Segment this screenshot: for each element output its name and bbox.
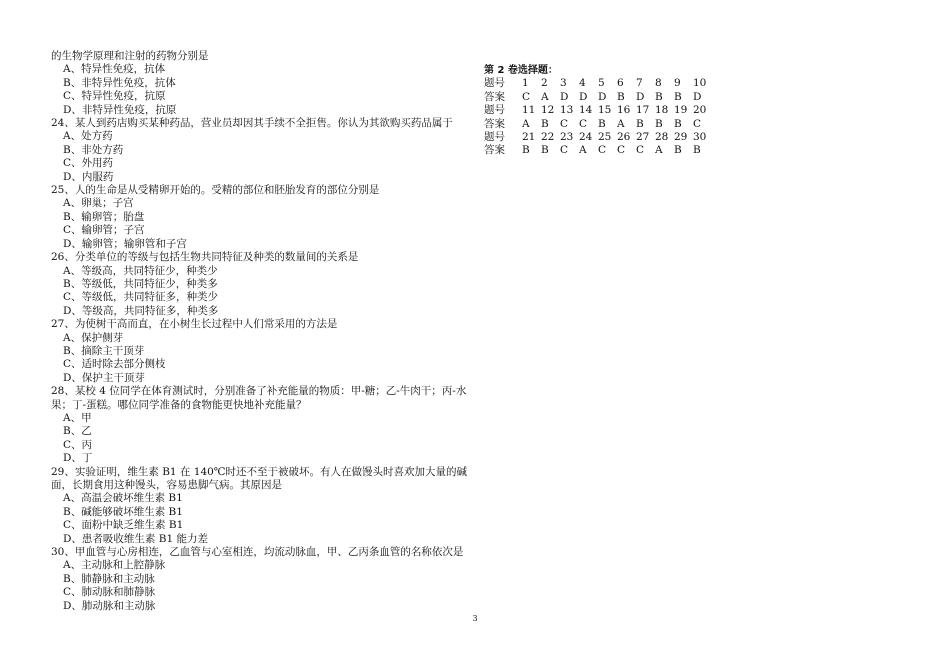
answer-key-cell: 20 (693, 104, 707, 117)
answer-key-cell: 15 (598, 104, 612, 117)
question-28-option-b: B、乙 (63, 425, 92, 438)
answer-key-cell: 18 (655, 104, 669, 117)
question-28-option-c: C、丙 (63, 438, 93, 451)
answer-key-cell: A (541, 90, 549, 103)
answer-key-cell: 25 (598, 131, 612, 144)
answer-key-cell: B (674, 117, 682, 130)
answer-key-row (484, 91, 712, 104)
question-27-option-c: C、适时除去部分侧枝 (63, 358, 166, 371)
answer-key-cell: C (522, 90, 531, 103)
answer-key-cell: C (560, 144, 569, 157)
question-23-option-d: D、非特异性免疫，抗原 (63, 103, 177, 116)
question-25-option-b: B、输卵管；胎盘 (63, 210, 145, 223)
answer-key-cell: C (693, 117, 702, 130)
answer-key-cell: C (579, 117, 588, 130)
answer-key-cell: B (655, 90, 663, 103)
page-number: 3 (472, 614, 478, 623)
answer-key-row-label: 题号 (484, 131, 505, 144)
answer-key-cell: C (617, 144, 626, 157)
question-27-option-d: D、保护主干顶芽 (63, 371, 145, 384)
answer-key-cell: C (560, 117, 569, 130)
question-28-option-a: A、甲 (63, 411, 92, 424)
question-23-option-c: C、特异性免疫，抗原 (63, 90, 166, 103)
answer-key-cell: B (541, 144, 549, 157)
question-column (51, 50, 471, 613)
question-26-option-a: A、等级高，共同特征少，种类少 (63, 264, 218, 277)
answer-key-cell: 13 (560, 104, 574, 117)
answer-key-cell: C (636, 144, 645, 157)
question-26-option-b: B、等级低，共同特征少，种类多 (63, 277, 218, 290)
answer-key-cell: 22 (541, 131, 555, 144)
question-23-stem-continuation: 的生物学原理和注射的药物分别是 (51, 50, 209, 62)
question-30-option-b: B、肺静脉和主动脉 (63, 572, 155, 585)
answer-key-cell: 21 (522, 131, 536, 144)
answer-key-cell: 17 (636, 104, 650, 117)
answer-key-cell: 6 (617, 77, 624, 90)
question-29-option-a: A、高温会破坏维生素 B1 (63, 492, 183, 505)
answer-key-cell: 26 (617, 131, 631, 144)
question-24-option-b: B、非处方药 (63, 143, 124, 156)
answer-key-cell: 14 (579, 104, 593, 117)
answer-key-cell: D (560, 90, 569, 103)
question-27-option-a: A、保护侧芽 (63, 331, 124, 344)
answer-key-title: 第 2 卷选择题： (484, 65, 558, 76)
question-30-option-a: A、主动脉和上腔静脉 (63, 559, 166, 572)
question-23-option-b: B、非特异性免疫，抗体 (63, 76, 176, 89)
answer-key-cell: 30 (693, 131, 707, 144)
answer-key-row-label: 答案 (484, 117, 505, 130)
answer-key-cell: 16 (617, 104, 631, 117)
answer-key-row (484, 118, 712, 131)
answer-key-cell: 19 (674, 104, 688, 117)
answer-key-cell: D (693, 90, 702, 103)
answer-key-cell: 23 (560, 131, 574, 144)
answer-key-cell: B (674, 144, 682, 157)
question-25-option-a: A、卵巢；子宫 (63, 197, 134, 210)
answer-key-cell: D (636, 90, 645, 103)
answer-key-row-label: 答案 (484, 144, 505, 157)
answer-key-cell: B (674, 90, 682, 103)
question-30-option-d: D、肺动脉和主动脉 (63, 599, 156, 612)
question-23-option-a: A、特异性免疫，抗体 (63, 63, 166, 76)
question-26-stem: 26、分类单位的等级与包括生物共同特征及种类的数量间的关系是 (51, 251, 359, 264)
answer-key-cell: 1 (522, 77, 529, 90)
question-25-option-c: C、输卵管；子宫 (63, 224, 145, 237)
answer-key-cell: B (541, 117, 549, 130)
question-24-option-a: A、处方药 (63, 130, 113, 143)
question-25-stem: 25、人的生命是从受精卵开始的。受精的部位和胚胎发育的部位分别是 (51, 184, 380, 197)
answer-key-cell: 24 (579, 131, 593, 144)
answer-key-row (484, 77, 712, 90)
question-24-option-c: C、外用药 (63, 157, 114, 170)
answer-key-cell: D (579, 90, 588, 103)
answer-key-row-label: 题号 (484, 77, 505, 90)
answer-key-cell: A (617, 117, 625, 130)
question-26-option-d: D、等级高，共同特征多，种类多 (63, 304, 219, 317)
question-28-option-d: D、丁 (63, 452, 93, 465)
answer-key-cell: 29 (674, 131, 688, 144)
answer-key-section (484, 64, 712, 158)
answer-key-cell: 12 (541, 104, 555, 117)
answer-key-row-label: 答案 (484, 90, 505, 103)
answer-key-cell: C (598, 144, 607, 157)
question-29-option-d: D、患者吸收维生素 B1 能力差 (63, 532, 208, 545)
answer-key-cell: 8 (655, 77, 662, 90)
answer-key-cell: 7 (636, 77, 643, 90)
answer-key-cell: 2 (541, 77, 548, 90)
answer-key-row (484, 144, 712, 157)
question-30-stem: 30、甲血管与心房相连，乙血管与心室相连，均流动脉血，甲、乙丙条血管的名称依次是 (51, 546, 464, 559)
question-29-option-b: B、碱能够破坏维生素 B1 (63, 505, 183, 518)
question-24-stem: 24、某人到药店购买某种药品，营业员却因其手续不全拒售。你认为其欲购买药品属于 (51, 117, 453, 130)
question-29-option-c: C、面粉中缺乏维生素 B1 (63, 519, 184, 532)
answer-key-cell: 28 (655, 131, 669, 144)
answer-key-cell: 9 (674, 77, 681, 90)
answer-key-table-body (484, 77, 712, 157)
answer-key-cell: B (655, 117, 663, 130)
answer-key-cell: A (579, 144, 587, 157)
question-26-option-c: C、等级低，共同特征多，种类少 (63, 291, 219, 304)
question-30-option-c: C、肺动脉和肺静脉 (63, 586, 156, 599)
question-24-option-d: D、内服药 (63, 170, 114, 183)
answer-key-cell: D (598, 90, 607, 103)
answer-key-cell: A (655, 144, 663, 157)
answer-key-cell: B (598, 117, 606, 130)
question-25-option-d: D、输卵管；输卵管和子宫 (63, 237, 187, 250)
answer-key-cell: 3 (560, 77, 567, 90)
answer-key-cell: B (636, 117, 644, 130)
answer-key-cell: 27 (636, 131, 650, 144)
question-27-option-b: B、摘除主干顶芽 (63, 344, 145, 357)
answer-key-table (484, 77, 712, 157)
answer-key-row (484, 104, 712, 117)
question-29-stem: 29、实验证明，维生素 B1 在 140℃时还不至于被破坏。有人在做馒头时喜欢加大量的碱面，长期食用这种馒头，容易患脚气病。其原因是 (51, 465, 468, 491)
answer-key-cell: 4 (579, 77, 586, 90)
answer-key-cell: 11 (522, 104, 536, 117)
question-28-stem: 28、某校 4 位同学在体育测试时，分别准备了补充能量的物质：甲-糖；乙-牛肉干；丙-水果；丁-蛋糕。哪位同学准备的食物能更快地补充能量？ (51, 385, 467, 411)
answer-key-cell: 10 (693, 77, 707, 90)
answer-key-cell: B (693, 144, 701, 157)
question-27-stem: 27、为使树干高而直，在小树生长过程中人们常采用的方法是 (51, 318, 338, 331)
answer-key-cell: 5 (598, 77, 605, 90)
answer-key-cell: B (617, 90, 625, 103)
answer-key-cell: B (522, 144, 530, 157)
answer-key-row (484, 131, 712, 144)
answer-key-cell: A (522, 117, 530, 130)
answer-key-row-label: 题号 (484, 104, 505, 117)
